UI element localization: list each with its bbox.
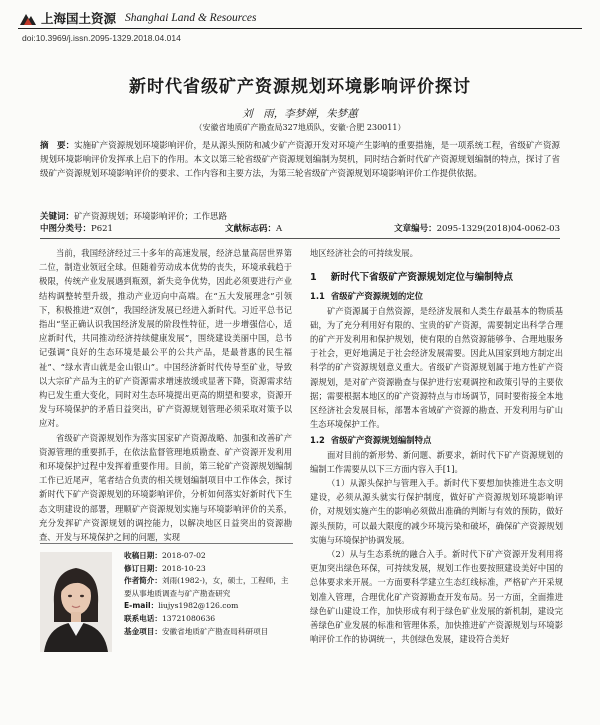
abstract-label: 摘 要：: [40, 141, 75, 151]
section-heading: [310, 271, 563, 285]
right-column: [310, 246, 563, 646]
code-value: A: [275, 224, 283, 234]
article-title: 新时代省级矿产资源规划环境影响评价探讨: [129, 77, 471, 97]
subsection-number: 1.2: [310, 435, 325, 446]
author-phone: [124, 613, 296, 626]
body-paragraph: 当前，我国经济经过三十多年的高速发展，经济总量高居世界第二位，制造业领冠全球。但随着劳动成本优势的丧失，环境承载趋于极限，传统产业发展遇到瓶颈，新失竞争优势，因此必须要进行产业结构调整转型升级，推动产业迈向中高端。在“五大发展理念”引领下，积极推进“双创”，我国经济发展已经进入新时代。习近平总书记指出“坚正确认识我国经济发展的阶段性特征，进一步增强信心，适应新时代，共同推动经济持续健康发展”，围绕建设美丽中国，总书记强调“良好的生态环境是最公平的公共产品，是最普惠的民生福祉”、“绿水青山就是金山银山”。中国经济新时代传导至矿业，导致以大宗矿产品为主的矿产资源需求增速放缓或显著下降，资源需求结构已发生重大变化，同时对生态环境提出更高的期望和要求，资源开发与环境保护的矛盾日益突出，矿产资源规划管理必须采取对策予以应对。: [39, 248, 292, 429]
article-id: [394, 222, 560, 234]
fund-label: 基金项目：: [124, 626, 162, 636]
body-paragraph: （2）从与生态系统的融合入手。新时代下矿产资源开发利用将更加突出绿色环保，可持续发展，规划工作也要按照建设美好中国的总体要求来开展。一方面要科学建立生态红线标准，严格矿产开采规划准入管理，合理优化矿产资源勘查开发布局。另一方面，全面推进绿色矿山建设工作，加快形成有利于绿色矿业发展的新机制，建设完善绿色矿业发展的标准和管理体系，加快推进矿产资源规划与环境影响评价工作的协调统一，共创绿色发展，建设符合美好: [310, 549, 563, 645]
bio-value: 刘雨(1982-)，女，硕士，工程师，主要从事地质调查与矿产勘查研究: [124, 576, 289, 598]
subsection-title: 省级矿产资源规划编制特点: [330, 435, 432, 446]
revised-label: 修订日期：: [124, 563, 162, 573]
clc-value: P621: [91, 224, 113, 234]
body-paragraph: 地区经济社会的可持续发展。: [310, 248, 418, 258]
doi[interactable]: doi:10.3969/j.issn.2095-1329.2018.04.014: [22, 33, 181, 43]
abstract-rule: [40, 238, 560, 239]
revised-value: 2018-10-23: [161, 563, 206, 573]
abstract-text: 实施矿产资源规划环境影响评价，是从源头预防和减少矿产资源开发对环境产生影响的重要措施，是一项系统工程，省级矿产资源规划环境影响评价发挥承上启下的作用。本文以第三轮省级矿产资源规划编制为契机，同时结合新时代矿产资源规划编制的特点，探讨了省级矿产资源规划环境影响评价的要求、工作内容和主要方法，为第三轮省级矿产资源规划环境影响评价工作提供依据。: [40, 141, 560, 179]
phone-label: 联系电话：: [124, 613, 162, 623]
journal-name-cn: 上海国土资源: [41, 12, 117, 26]
keywords-text: 矿产资源规划；环境影响评价；工作思路: [74, 212, 228, 222]
header-rule: [18, 28, 582, 29]
received-label: 收稿日期：: [124, 551, 162, 560]
email-value[interactable]: liujys1982@126.com: [158, 601, 239, 611]
clc-label: 中图分类号：: [40, 224, 92, 234]
body-paragraph: （1）从源头保护与管理入手。新时代下要想加快推进生态文明建设，必须从源头就实行保护制度，做好矿产资源规划环境影响评价，对规划实施产生的影响必须做出准确的判断与有效的预防，做好源头预防，可以最大限度的减少环境污染和破坏，确保矿产资源规划实施与环境保护协调发展。: [310, 478, 563, 545]
abstract: [40, 140, 560, 181]
section-title: 新时代下省级矿产资源规划定位与编制特点: [330, 272, 513, 284]
revised-date: [124, 563, 296, 576]
article-meta: [40, 222, 560, 234]
affiliation: （安徽省地质矿产勘查局327地质队，安徽·合肥 230011）: [194, 123, 406, 132]
funding: [124, 626, 296, 639]
keywords-label: 关键词：: [40, 212, 75, 222]
keywords: [40, 210, 227, 222]
body-paragraph: 矿产资源属于自然资源，是经济发展和人类生存最基本的物质基础，为了充分利用好有限的、宝贵的矿产资源，需要制定出科学合理的矿产开发利用和保护规划，使有限的自然资源能够争、合理地服务于社会，更好地满足于社会经济发展需要。因此从国家到地方制定出科学的矿产资源规划意义重大。省级矿产资源规划属于地方性矿产资源规划，是对矿产资源勘查与保护进行宏观调控和政策引导的主要依据；需要根据本地区的矿产资源特点与市场调节，同时要衔接全本地区经济社会发展目标，部署本省域矿产资源的勘查、开发利用与矿山生态环境保护工作。: [310, 305, 563, 430]
author-info: [124, 550, 296, 638]
received-value: 2018-07-02: [161, 551, 206, 560]
section-number: 1: [310, 272, 317, 284]
clc-number: [40, 222, 113, 234]
journal-header: [20, 9, 257, 27]
journal-name-en: Shanghai Land & Resources: [125, 12, 257, 24]
author-email: [124, 600, 296, 613]
author-photo: [40, 552, 112, 652]
left-column: [39, 246, 292, 544]
id-label: 文章编号：: [394, 224, 437, 234]
received-date: [124, 550, 296, 563]
body-paragraph: 面对目前的新形势、新问题、新要求，新时代下矿产资源规划的编制工作需要从以下三方面内容入手[1]。: [310, 449, 563, 474]
phone-value: 13721080636: [161, 613, 216, 623]
code-label: 文献标志码：: [224, 224, 276, 234]
subsection-title: 省级矿产资源规划的定位: [330, 291, 423, 302]
id-value: 2095-1329(2018)04-0062-03: [436, 224, 560, 234]
author-card: [40, 543, 293, 714]
authors: 刘 雨，李梦婵，朱梦蕙: [242, 108, 358, 120]
author-bio: [124, 575, 296, 600]
subsection-number: 1.1: [310, 291, 325, 302]
fund-value: 安徽省地质矿产勘查局科研项目: [161, 626, 269, 636]
journal-logo-icon: [20, 11, 36, 25]
email-label: E-mail：: [124, 601, 159, 611]
subsection-heading: [310, 289, 563, 303]
subsection-heading: [310, 433, 563, 447]
document-code: [225, 222, 282, 234]
body-paragraph: 省级矿产资源规划作为落实国家矿产资源战略、加强和改善矿产资源管理的重要抓手，在依法监督管理地质勘查、矿产资源开发利用和环境保护过程中发挥着重要作用。目前，第三轮矿产资源规划编制工作已近尾声，笔者结合负责的相关规划编制项目中工作体会，探讨新时代下矿产资源规划的环境影响评价，分析如何落实好新时代下生态文明建设的部署，理顺矿产资源规划实施与环境影响评价的关系，充分发挥矿产资源规划的调控能力，以解决地区日益突出的资源勘查、开发与环境保护之间的问题，实现: [39, 432, 292, 543]
author-portrait-icon: [40, 552, 112, 652]
bio-label: 作者简介：: [124, 576, 162, 586]
